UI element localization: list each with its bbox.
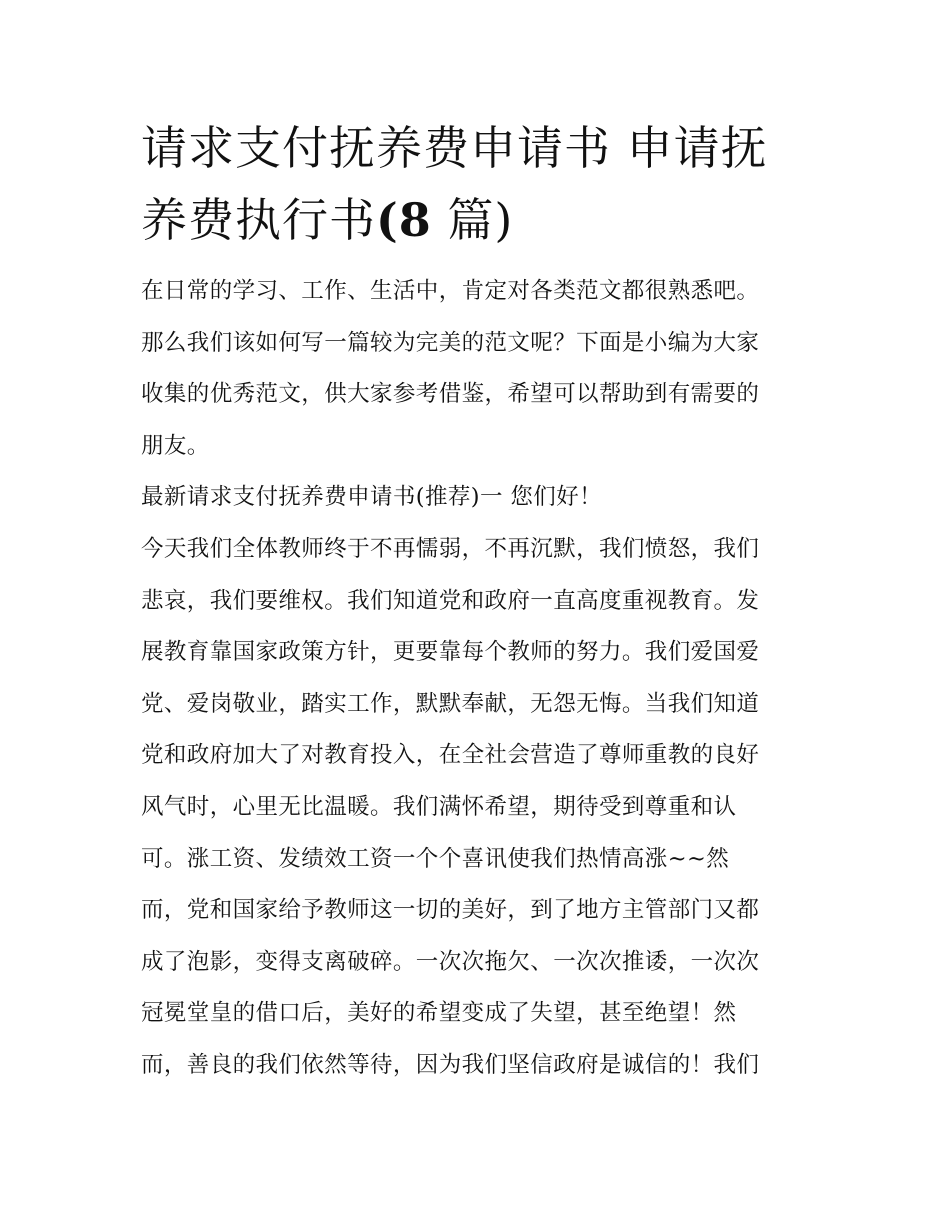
text-line: 成了泡影，变得支离破碎。一次次拖欠、一次次推诿，一次次 <box>141 948 760 975</box>
title-line-2-suffix: 篇) <box>431 193 514 247</box>
document-body <box>141 266 813 1092</box>
document-title <box>141 112 813 256</box>
text-line: 展教育靠国家政策方针，更要靠每个教师的努力。我们爱国爱 <box>141 639 760 666</box>
text-line: 在日常的学习、工作、生活中，肯定对各类范文都很熟悉吧。 <box>141 278 760 304</box>
text-line: 党、爱岗敬业，踏实工作，默默奉献，无怨无悔。当我们知道 <box>141 690 760 717</box>
text-line: 党和政府加大了对教育投入，在全社会营造了尊师重教的良好 <box>141 742 760 769</box>
title-count: (8 <box>376 193 432 247</box>
section-heading: 最新请求支付抚养费申请书(推荐)一 您们好！ <box>141 484 603 511</box>
text-line: 今天我们全体教师终于不再懦弱，不再沉默，我们愤怒，我们 <box>141 535 760 562</box>
text-line: 可。涨工资、发绩效工资一个个喜讯使我们热情高涨~~然 <box>141 845 730 872</box>
title-line-2-text: 养费执行书 <box>141 193 376 247</box>
text-line: 那么我们该如何写一篇较为完美的范文呢？下面是小编为大家 <box>141 329 760 356</box>
text-line: 风气时，心里无比温暖。我们满怀希望，期待受到尊重和认 <box>141 793 737 820</box>
text-line: 悲哀，我们要维权。我们知道党和政府一直高度重视教育。发 <box>141 587 760 614</box>
text-line: 而，党和国家给予教师这一切的美好，到了地方主管部门又都 <box>141 897 760 924</box>
text-line: 收集的优秀范文，供大家参考借鉴，希望可以帮助到有需要的 <box>141 381 760 408</box>
text-line: 而，善良的我们依然等待，因为我们坚信政府是诚信的！我们 <box>141 1051 760 1078</box>
title-line-1: 请求支付抚养费申请书 申请抚 <box>141 121 768 175</box>
text-line: 朋友。 <box>141 432 210 459</box>
title-line-2 <box>141 184 813 256</box>
document-page <box>141 112 813 1092</box>
text-line: 冠冕堂皇的借口后，美好的希望变成了失望，甚至绝望！然 <box>141 1000 737 1027</box>
